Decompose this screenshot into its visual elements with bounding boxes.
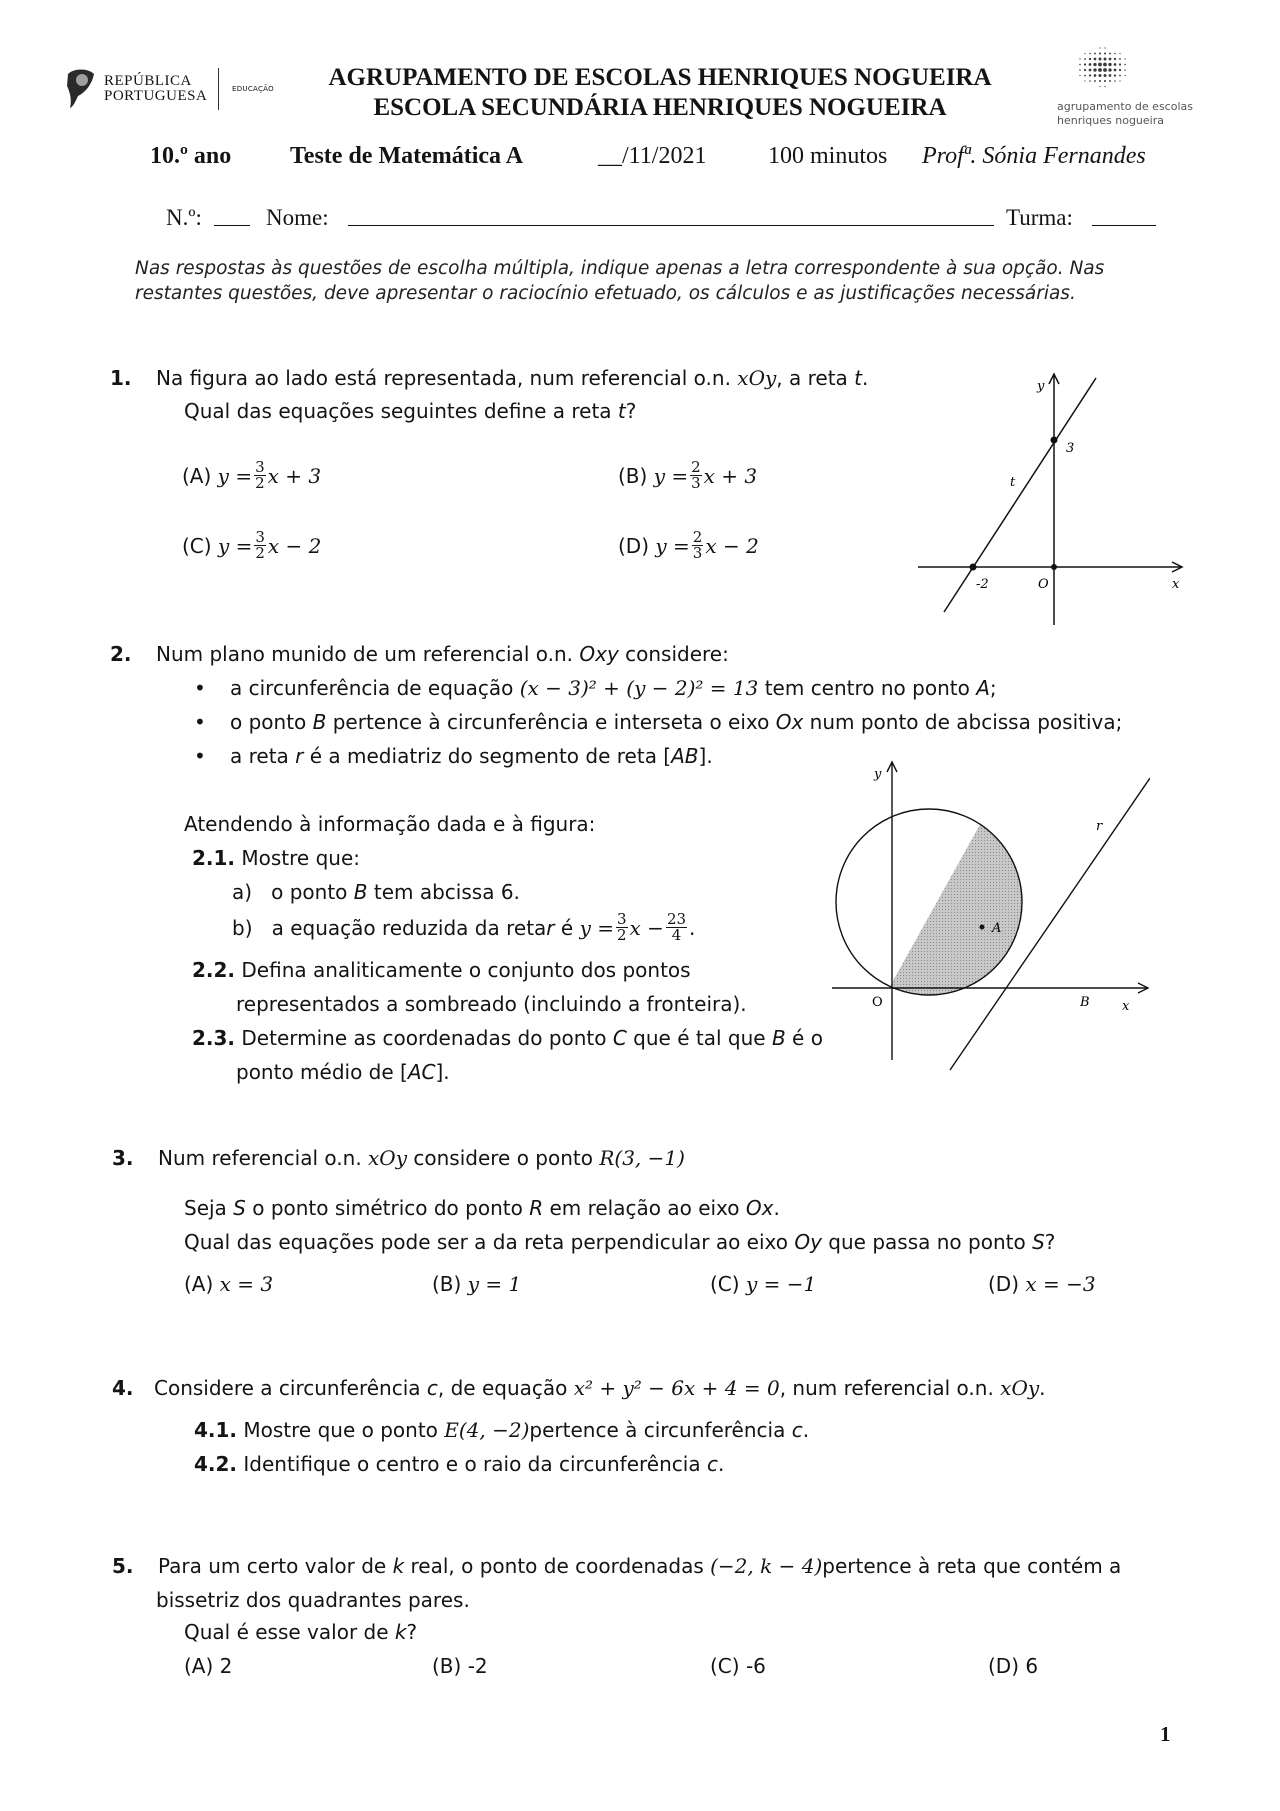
fraction-num: 3 [255, 528, 265, 546]
gov-line-2: PORTUGUESA [104, 88, 208, 104]
gov-small-text: EDUCAÇÃO [232, 85, 274, 93]
axis-ox: Ox [745, 1196, 774, 1220]
point-c: C [612, 1026, 627, 1050]
q4-text-d: , num referencial o.n. [779, 1376, 1001, 1400]
bullet-icon: • [194, 744, 206, 768]
q5-line-3 [184, 1620, 417, 1644]
point-a: A [976, 676, 990, 700]
option-eq: y = −1 [745, 1272, 817, 1296]
circle-c: c [706, 1452, 718, 1476]
logo-dot [1093, 68, 1096, 71]
q3-text-c: em relação ao eixo [543, 1196, 746, 1220]
q3-line-3 [184, 1230, 1055, 1254]
logo-text-2: henriques nogueira [1057, 114, 1164, 127]
option-rest: x − 2 [705, 533, 759, 558]
logo-dot [1103, 68, 1107, 72]
logo-dot [1109, 80, 1111, 82]
sub-text-b: pertence à circunferência [529, 1418, 792, 1442]
q1-y-label: y [1037, 379, 1045, 394]
logo-dot [1089, 58, 1091, 60]
option-label: (C) [182, 533, 212, 558]
q1-question [184, 399, 636, 423]
logo-dot [1119, 63, 1121, 65]
q2-1-b [232, 912, 695, 943]
logo-dot [1094, 53, 1096, 55]
option-rest: x + 3 [703, 463, 758, 488]
q2-a-label: A [992, 921, 1002, 936]
option-lhs: y = [217, 533, 253, 558]
q1-question-end: ? [625, 399, 637, 423]
q5-number: 5. [112, 1554, 134, 1578]
circle-equation: x² + y² − 6x + 4 = 0 [573, 1376, 780, 1400]
logo-dot [1119, 80, 1120, 81]
eq-fraction-1 [616, 912, 628, 943]
q2-2-line2: representados a sombreado (incluindo a fronteira). [236, 992, 747, 1016]
q3-text-b: o ponto simétrico do ponto [245, 1196, 530, 1220]
option-label: (A) [184, 1272, 214, 1296]
q4-statement [154, 1376, 1046, 1400]
sub-text: Mostre que: [241, 846, 361, 870]
logo-dot [1094, 74, 1097, 77]
point-e: E(4, −2) [444, 1418, 530, 1442]
variable-k: k [394, 1620, 407, 1644]
sub-text: ponto médio de [ [236, 1060, 408, 1084]
number-field[interactable] [214, 225, 250, 226]
q4-text: Considere a circunferência [154, 1376, 427, 1400]
q2-origin-label: O [872, 995, 883, 1010]
logo-dot [1094, 58, 1097, 61]
q5-text: Para um certo valor de [158, 1554, 393, 1578]
logo-dot [1104, 52, 1106, 54]
fraction-den: 2 [616, 926, 627, 944]
q1-text-b: , a reta [776, 366, 855, 390]
school-title-2: ESCOLA SECUNDÁRIA HENRIQUES NOGUEIRA [373, 94, 947, 121]
item-text: o ponto [271, 880, 354, 904]
logo-dot [1084, 80, 1085, 81]
logo-dot [1124, 75, 1125, 76]
sub-text: Defina analiticamente o conjunto dos pontos [241, 958, 691, 982]
q3-text: Num referencial o.n. [158, 1146, 369, 1170]
option-value: 2 [219, 1654, 233, 1678]
q1-option-d[interactable] [618, 530, 759, 561]
logo-dot [1079, 75, 1080, 76]
q4-number: 4. [112, 1376, 134, 1400]
q1-text-end: . [862, 366, 869, 390]
q2-bullet-1 [196, 676, 997, 700]
eq-lhs: y = [579, 915, 614, 940]
logo-dot [1098, 68, 1102, 72]
bullet-end: ]. [698, 744, 713, 768]
q3-text-b: considere o ponto [407, 1146, 600, 1170]
axis-ox: Ox [775, 710, 804, 734]
logo-dot [1079, 69, 1081, 71]
logo-dot [1104, 80, 1106, 82]
q1-question-text: Qual das equações seguintes define a reta [184, 399, 618, 423]
line-r: r [295, 744, 304, 768]
option-rest: x − 2 [267, 533, 322, 558]
option-fraction [254, 530, 266, 561]
option-value: -2 [467, 1654, 488, 1678]
variable-k: k [392, 1554, 405, 1578]
student-fields [0, 205, 1280, 239]
q2-point-a [980, 925, 985, 930]
q2-bullet-2 [196, 710, 1122, 734]
option-lhs: y = [653, 463, 689, 488]
logo-dot [1098, 63, 1102, 67]
q1-x-int-label: -2 [976, 577, 989, 592]
option-label: (B) [432, 1272, 462, 1296]
q3-option-d[interactable] [988, 1272, 1096, 1296]
gov-divider [218, 68, 219, 110]
circle-equation: (x − 3)² + (y − 2)² = 13 [519, 676, 759, 700]
option-label: (C) [710, 1272, 740, 1296]
logo-dot [1099, 52, 1101, 54]
point-s: S [1032, 1230, 1045, 1254]
q3-text-b: que passa no ponto [821, 1230, 1033, 1254]
logo-dot [1114, 69, 1117, 72]
q5-line-2: bissetriz dos quadrantes pares. [156, 1588, 470, 1612]
q3-text-end: . [773, 1196, 780, 1220]
q1-figure [900, 370, 1200, 630]
q1-option-b[interactable] [618, 460, 757, 491]
logo-dot [1099, 47, 1100, 48]
logo-dot [1084, 63, 1086, 65]
segment-ac: AC [407, 1060, 436, 1084]
logo-dot [1084, 53, 1085, 54]
q1-statement [156, 366, 868, 390]
logo-dot [1114, 74, 1116, 76]
q4-1 [194, 1418, 809, 1442]
eq-mid: x − [629, 915, 664, 940]
axis-oy: Oy [794, 1230, 822, 1254]
q3-option-a[interactable] [184, 1272, 273, 1296]
option-fraction [692, 530, 704, 561]
sub-number: 2.3. [192, 1026, 236, 1050]
name-label: Nome: [266, 205, 329, 230]
test-date: __/11/2021 [598, 143, 707, 169]
logo-dot [1109, 74, 1112, 77]
q1-x-label: x [1172, 577, 1180, 592]
sub-number: 4.1. [194, 1418, 238, 1442]
logo-dot [1108, 63, 1111, 66]
fraction-num: 23 [666, 910, 687, 928]
name-field[interactable] [348, 225, 994, 226]
gov-line-1: REPÚBLICA [104, 73, 192, 89]
sub-text-end: . [802, 1418, 810, 1442]
class-label: Turma: [1006, 205, 1073, 230]
option-label: (D) [988, 1654, 1020, 1678]
q4-2 [194, 1452, 724, 1476]
q2-3 [192, 1026, 823, 1050]
q3-statement [158, 1146, 685, 1170]
q4-text-end: . [1039, 1376, 1046, 1400]
fraction-den: 2 [255, 474, 265, 492]
q1-option-a[interactable] [182, 460, 321, 491]
q3-option-c[interactable] [710, 1272, 816, 1296]
point-r: R [529, 1196, 544, 1220]
option-fraction [690, 460, 702, 491]
q2-figure [830, 758, 1150, 1078]
option-label: (D) [618, 533, 650, 558]
logo-dot [1099, 86, 1100, 87]
sub-text-b: que é tal que [626, 1026, 772, 1050]
option-eq: x = −3 [1025, 1272, 1096, 1296]
q3-number: 3. [112, 1146, 134, 1170]
sub-number: 2.2. [192, 958, 236, 982]
item-text: a equação reduzida da reta [271, 915, 547, 940]
option-eq: x = 3 [219, 1272, 274, 1296]
q2-y-label: y [874, 767, 882, 782]
q2-intro [156, 642, 729, 666]
logo-dot [1084, 58, 1086, 60]
q1-point-origin [1051, 564, 1057, 570]
q1-number: 1. [110, 366, 132, 390]
page-number: 1 [1160, 1722, 1171, 1746]
logo-dot [1114, 58, 1116, 60]
q2-number: 2. [110, 642, 132, 666]
logo-dot [1119, 58, 1121, 60]
school-dots-logo-icon [1045, 40, 1165, 96]
q2-intro-text: Num plano munido de um referencial o.n. [156, 642, 580, 666]
point-b: B [771, 1026, 786, 1050]
q2-b-label: B [1080, 995, 1090, 1010]
bullet-text-b: é a mediatriz do segmento de reta [ [303, 744, 672, 768]
q1-frame: xOy [737, 366, 777, 390]
q4-frame: xOy [1000, 1376, 1040, 1400]
sub-text: Determine as coordenadas do ponto [241, 1026, 613, 1050]
logo-dot [1079, 64, 1081, 66]
q3-option-b[interactable] [432, 1272, 521, 1296]
logo-dot [1114, 80, 1116, 82]
q1-point-y-intercept [1051, 437, 1058, 444]
fraction-den: 4 [671, 926, 682, 944]
logo-dot [1089, 53, 1091, 55]
logo-dot [1089, 74, 1091, 76]
bullet-icon: • [194, 676, 206, 700]
q2-intro-end: considere: [618, 642, 729, 666]
q2-bullet-3 [196, 744, 713, 768]
logo-dot [1084, 75, 1086, 77]
fraction-den: 3 [692, 544, 703, 562]
option-eq: y = 1 [467, 1272, 522, 1296]
q2-frame: Oxy [579, 642, 619, 666]
test-duration: 100 minutos [768, 143, 888, 169]
circle-c: c [426, 1376, 438, 1400]
logo-dot [1108, 68, 1111, 71]
fraction-num: 2 [691, 458, 701, 476]
logo-dot [1099, 58, 1102, 61]
fraction-den: 3 [691, 474, 701, 492]
logo-dot [1119, 69, 1121, 71]
q5-text: Qual é esse valor de [184, 1620, 395, 1644]
bullet-icon: • [194, 710, 206, 734]
bullet-text-c: num ponto de abcissa positiva; [803, 710, 1123, 734]
logo-dot [1104, 74, 1107, 77]
info-line [0, 143, 1280, 175]
q1-line-t [944, 378, 1096, 612]
logo-dot [1089, 63, 1092, 66]
bullet-text: a reta [230, 744, 296, 768]
school-title-1: AGRUPAMENTO DE ESCOLAS HENRIQUES NOGUEIRA [328, 64, 992, 91]
q5-option-a[interactable] [184, 1654, 232, 1678]
class-field[interactable] [1092, 225, 1156, 226]
instructions: Nas respostas às questões de escolha múltipla, indique apenas a letra correspondente à sua opção. Nas restantes questões, deve apresentar o raciocínio efetuado, os cálculos e as justificações necessárias. [135, 258, 1105, 304]
q2-x-label: x [1122, 999, 1130, 1014]
option-fraction [254, 460, 266, 491]
logo-dot [1079, 58, 1080, 59]
logo-dot [1103, 63, 1107, 67]
q1-point-x-intercept [970, 564, 977, 571]
logo-dot [1093, 63, 1096, 66]
item-label: a) [232, 880, 253, 904]
q2-1-a [232, 880, 520, 904]
q3-line-2 [184, 1196, 780, 1220]
q2-given: Atendendo à informação dada e à figura: [184, 812, 596, 836]
line-r: r [546, 915, 555, 940]
q1-option-c[interactable] [182, 530, 321, 561]
sub-text-end: . [717, 1452, 725, 1476]
q1-question-t: t [617, 399, 626, 423]
eq-fraction-2 [666, 912, 687, 943]
q2-shaded-region [830, 758, 1150, 1078]
item-text-b: tem abcissa 6. [367, 880, 520, 904]
logo-dot [1124, 58, 1125, 59]
q2-3-line2 [236, 1060, 450, 1084]
q5-point: (−2, k − 4) [710, 1554, 823, 1578]
bullet-end: ; [989, 676, 997, 700]
q5-option-c[interactable] [710, 1654, 766, 1678]
q5-statement [158, 1554, 1121, 1578]
government-logo [64, 66, 274, 112]
number-label: N.º: [166, 205, 202, 230]
fraction-den: 2 [255, 544, 265, 562]
q5-option-b[interactable] [432, 1654, 488, 1678]
teacher-name: Profª. Sónia Fernandes [922, 143, 1146, 169]
fraction-num: 3 [616, 910, 627, 928]
logo-dot [1099, 80, 1101, 82]
q3-point-r: R(3, −1) [599, 1146, 685, 1170]
logo-dot [1109, 58, 1112, 61]
option-label: (D) [988, 1272, 1020, 1296]
bullet-text-b: tem centro no ponto [758, 676, 977, 700]
sub-number: 2.1. [192, 846, 236, 870]
school-logo [1045, 40, 1193, 130]
sub-text: Identifique o centro e o raio da circunferência [243, 1452, 707, 1476]
logo-dot [1099, 74, 1102, 77]
logo-dot [1109, 53, 1111, 55]
q2-r-label: r [1096, 819, 1103, 834]
bullet-text: a circunferência de equação [230, 676, 520, 700]
q3-frame: xOy [368, 1146, 408, 1170]
item-text-b: é [554, 915, 580, 940]
logo-dot [1124, 69, 1126, 71]
q1-line-t: t [854, 366, 862, 390]
option-label: (B) [618, 463, 648, 488]
option-rest: x + 3 [267, 463, 322, 488]
logo-dot [1104, 47, 1105, 48]
sub-text: Mostre que o ponto [243, 1418, 445, 1442]
option-lhs: y = [217, 463, 253, 488]
logo-text-1: agrupamento de escolas [1057, 100, 1193, 113]
circle-c: c [791, 1418, 803, 1442]
point-b: B [312, 710, 327, 734]
q3-text-end: ? [1044, 1230, 1056, 1254]
eq-end: . [689, 915, 696, 940]
point-s: S [233, 1196, 246, 1220]
q4-text-b: , de equação [437, 1376, 574, 1400]
bullet-text-b: pertence à circunferência e interseta o eixo [326, 710, 776, 734]
school-year: 10.º ano [150, 143, 232, 169]
option-value: -6 [745, 1654, 766, 1678]
q5-option-d[interactable] [988, 1654, 1038, 1678]
fraction-num: 3 [255, 458, 265, 476]
q2-1 [192, 846, 360, 870]
bullet-text: o ponto [230, 710, 313, 734]
logo-dot [1114, 53, 1116, 55]
q1-text: Na figura ao lado está representada, num referencial o.n. [156, 366, 738, 390]
q1-origin-label: O [1038, 577, 1049, 592]
logo-dot [1124, 64, 1126, 66]
logo-dot [1119, 75, 1121, 77]
logo-dot [1119, 53, 1120, 54]
sub-text-end: ]. [435, 1060, 450, 1084]
q5-text-b: real, o ponto de coordenadas [404, 1554, 711, 1578]
q5-text-c: pertence à reta que contém a [822, 1554, 1122, 1578]
option-lhs: y = [655, 533, 690, 558]
logo-dot [1084, 69, 1086, 71]
q1-y-int-label: 3 [1066, 441, 1075, 456]
option-label: (C) [710, 1654, 740, 1678]
item-label: b) [232, 915, 253, 940]
logo-dot [1114, 63, 1117, 66]
fraction-num: 2 [692, 528, 703, 546]
logo-dot [1089, 80, 1091, 82]
option-value: 6 [1025, 1654, 1039, 1678]
logo-dot [1089, 69, 1092, 72]
logo-dot [1094, 80, 1096, 82]
q3-text: Seja [184, 1196, 234, 1220]
logo-dot [1104, 58, 1107, 61]
option-label: (A) [184, 1654, 214, 1678]
republic-emblem-icon [64, 66, 98, 110]
logo-dot [1104, 86, 1105, 87]
sub-text-c: é o [785, 1026, 823, 1050]
q3-text: Qual das equações pode ser a da reta perpendicular ao eixo [184, 1230, 795, 1254]
option-label: (B) [432, 1654, 462, 1678]
segment-ab: AB [671, 744, 699, 768]
sub-number: 4.2. [194, 1452, 238, 1476]
q5-text-end: ? [406, 1620, 418, 1644]
option-label: (A) [182, 463, 212, 488]
point-b: B [353, 880, 368, 904]
q1-t-label: t [1010, 475, 1016, 490]
test-title: Teste de Matemática A [290, 143, 524, 169]
q2-2 [192, 958, 691, 982]
